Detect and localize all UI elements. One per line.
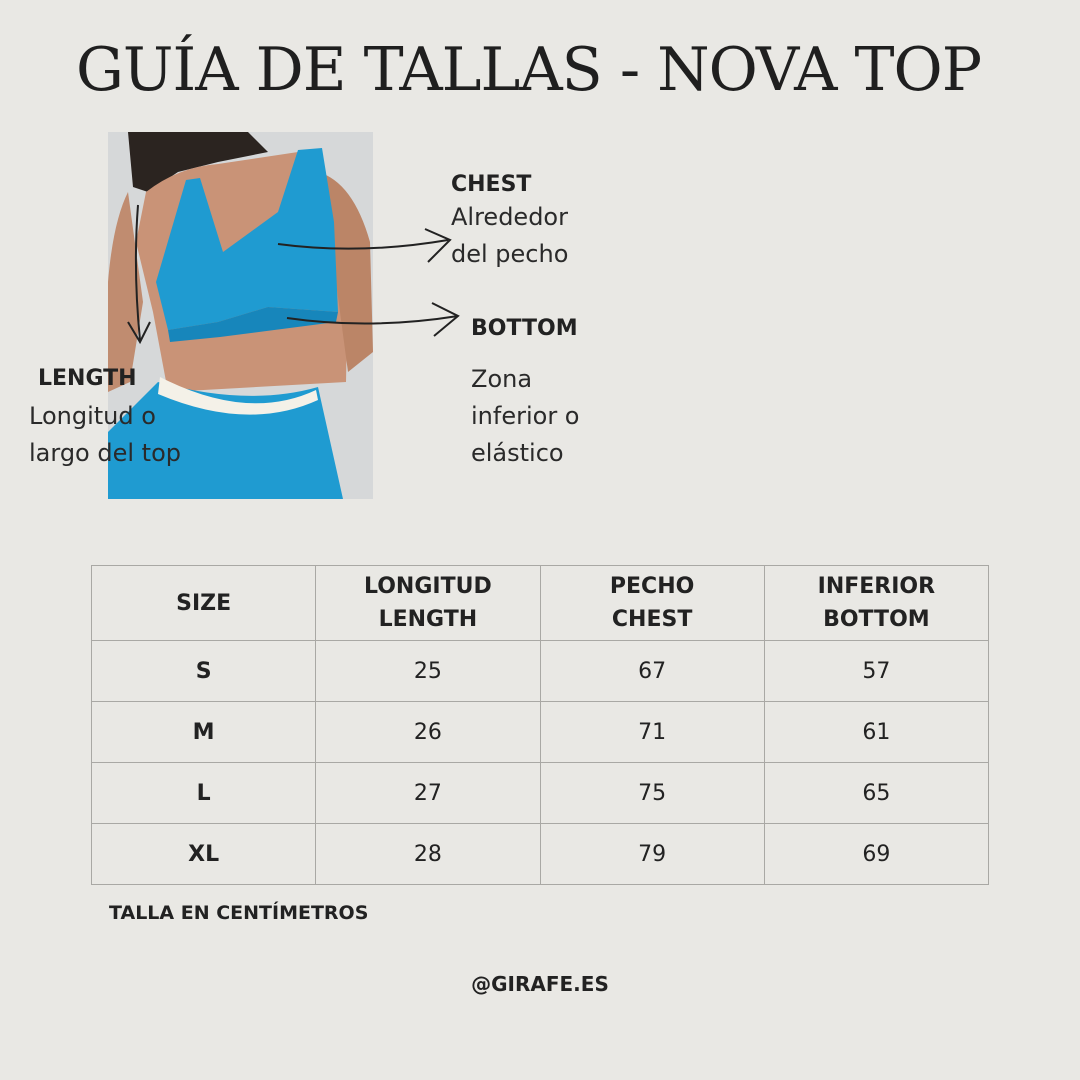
chest-desc-line: Alrededor (451, 203, 568, 231)
table-row (92, 641, 989, 702)
length-cell: 28 (316, 824, 540, 885)
social-handle: @GIRAFE.ES (471, 972, 609, 996)
size-table (91, 565, 989, 885)
chest-label: CHEST (451, 172, 532, 197)
header-text: LENGTH (378, 607, 478, 632)
chest-description (451, 199, 568, 273)
header-text: INFERIOR (817, 574, 936, 599)
page-title: GUÍA DE TALLAS - NOVA TOP (76, 35, 982, 105)
bottom-cell: 57 (764, 641, 988, 702)
bottom-cell: 61 (764, 702, 988, 763)
length-cell: 26 (316, 702, 540, 763)
size-cell: L (92, 763, 316, 824)
length-desc-line: largo del top (29, 439, 181, 467)
bottom-description (471, 361, 580, 472)
bottom-desc-line: Zona (471, 365, 533, 393)
table-row (92, 702, 989, 763)
header-bottom (764, 566, 988, 641)
header-size (92, 566, 316, 641)
table-header-row (92, 566, 989, 641)
size-cell: XL (92, 824, 316, 885)
header-chest (540, 566, 764, 641)
header-length (316, 566, 540, 641)
chest-cell: 79 (540, 824, 764, 885)
length-cell: 25 (316, 641, 540, 702)
bottom-cell: 69 (764, 824, 988, 885)
size-cell: S (92, 641, 316, 702)
header-text: CHEST (611, 607, 693, 632)
chest-cell: 67 (540, 641, 764, 702)
table-row (92, 763, 989, 824)
length-description (29, 398, 181, 472)
bottom-desc-line: elástico (471, 439, 564, 467)
chest-desc-line: del pecho (451, 240, 569, 268)
chest-cell: 75 (540, 763, 764, 824)
size-cell: M (92, 702, 316, 763)
bottom-desc-line: inferior o (471, 402, 580, 430)
header-text: PECHO (609, 574, 695, 599)
header-text: BOTTOM (823, 607, 930, 632)
bottom-cell: 65 (764, 763, 988, 824)
header-text: SIZE (176, 590, 232, 616)
length-label: LENGTH (38, 366, 137, 391)
length-cell: 27 (316, 763, 540, 824)
chest-cell: 71 (540, 702, 764, 763)
table-row (92, 824, 989, 885)
header-text: LONGITUD (364, 574, 492, 599)
units-footnote: TALLA EN CENTÍMETROS (109, 902, 369, 924)
length-desc-line: Longitud o (29, 402, 156, 430)
bottom-label: BOTTOM (471, 316, 578, 341)
